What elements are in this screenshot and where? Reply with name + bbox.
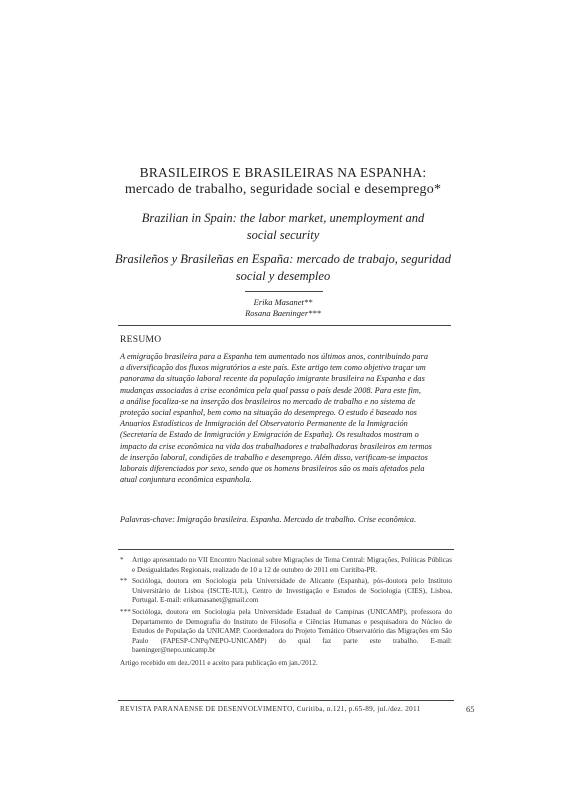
footnote-text: Socióloga, doutora em Sociologia pela Universidade Estadual de Campinas (UNICAMP), professora do Departamento de Demografia do Instituto de Filosofia e Ciências Humanas e pesquisadora do Núcleo de Estudos de População da UNICAMP. Coordenadora do Projeto Temático Observatório das Migrações em São Paulo (FAPESP-CNPq/NEPO-UNICAMP) do qual faz parte este trabalho. E-mail: baeninger@nepo.unicamp.br [132,607,452,655]
article-title [0,164,566,198]
journal-citation: REVISTA PARANAENSE DE DESENVOLVIMENTO, Curitiba, n.121, p.65-89, jul./dez. 2011 [120,705,421,713]
footnote-marker: *** [120,607,131,616]
abstract-line: a análise focaliza-se na inserção dos brasileiros no mercado de trabalho e no sistema de [120,396,416,406]
author-list [0,297,566,319]
author-1: Erika Masanet** [253,297,313,307]
abstract-line: de inserção laboral, condições de trabalho e desemprego. Além disso, verificam-se impactos [120,452,428,462]
received-date-note: Artigo recebido em dez./2011 e aceito para publicação em jan./2012. [120,658,318,667]
abstract-line: proteção social espanhol, bem como na situação do desemprego. O estudo é baseado nos [120,408,417,418]
english-title [0,210,566,244]
keywords: Palavras-chave: Imigração brasileira. Espanha. Mercado de trabalho. Crise econômica. [120,515,417,524]
title-divider [245,291,323,292]
spanish-title-line-1: Brasileños y Brasileñas en España: mercado de trabajo, seguridad [115,252,451,266]
abstract-line: mudanças associadas à crise econômica pela qual passa o país desde 2008. Para este fim, [120,385,421,395]
abstract-line: atual conjuntura econômica espanhola. [120,475,252,485]
spanish-title [0,251,566,285]
abstract-divider [118,325,451,326]
title-line-1: BRASILEIROS E BRASILEIRAS NA ESPANHA: [139,165,427,180]
footnote-marker: * [120,556,124,564]
abstract-line: impacto da crise econômica na vida dos trabalhadores e trabalhadoras brasileiros em termos [120,441,432,451]
footnote-text: Socióloga, doutora em Sociologia pela Universidade de Alicante (Espanha), pós-doutora pelo Instituto Universitário de Lisboa (ISCTE-IUL), Centro de Investigação e Estudos de Sociologia (CIES), Lisboa, Portugal. E-mail: erikamasanet@gmail.com [132,577,452,605]
footer-divider [118,700,454,701]
english-title-line-1: Brazilian in Spain: the labor market, unemployment and [141,211,425,225]
author-2: Rosana Baeninger*** [245,308,321,318]
footnote-3 [120,608,452,656]
footnote-1 [120,556,452,575]
abstract-heading: RESUMO [120,335,162,345]
footnote-text: Artigo apresentado no VII Encontro Nacional sobre Migrações de Tema Central: Migrações, Políticas Públicas e Desigualdades Regionais, realizado de 10 a 12 de outubro de 2011 em Curitiba-PR. [132,556,452,574]
abstract-line: Anuarios Estadísticos de Inmigración del Observatorio Permanente de la Inmigración [120,419,408,429]
abstract-line: (Secretaría de Estado de Inmigración y Emigración de España). Os resultados mostram o [120,430,419,440]
abstract-line: laborais diferenciados por sexo, sendo que os homens brasileiros são os mais afetados pela [120,464,425,474]
abstract-line: panorama da situação laboral recente da população imigrante brasileira na Espanha e das [120,374,425,384]
abstract-line: A emigração brasileira para a Espanha tem aumentado nos últimos anos, contribuindo para [120,352,428,361]
page-number: 65 [466,704,475,714]
footnotes [120,556,452,669]
abstract-line: a diversificação dos fluxos migratórios a este país. Este artigo tem como objetivo traçar um [120,363,426,373]
footnote-marker: ** [120,577,128,586]
footnote-2 [120,577,452,606]
abstract-text [120,351,450,485]
english-title-line-2: social security [246,228,320,242]
spanish-title-line-2: social y desempleo [235,269,331,283]
title-line-2: mercado de trabalho, seguridade social e desemprego* [124,182,442,197]
footnote-divider [118,549,454,550]
